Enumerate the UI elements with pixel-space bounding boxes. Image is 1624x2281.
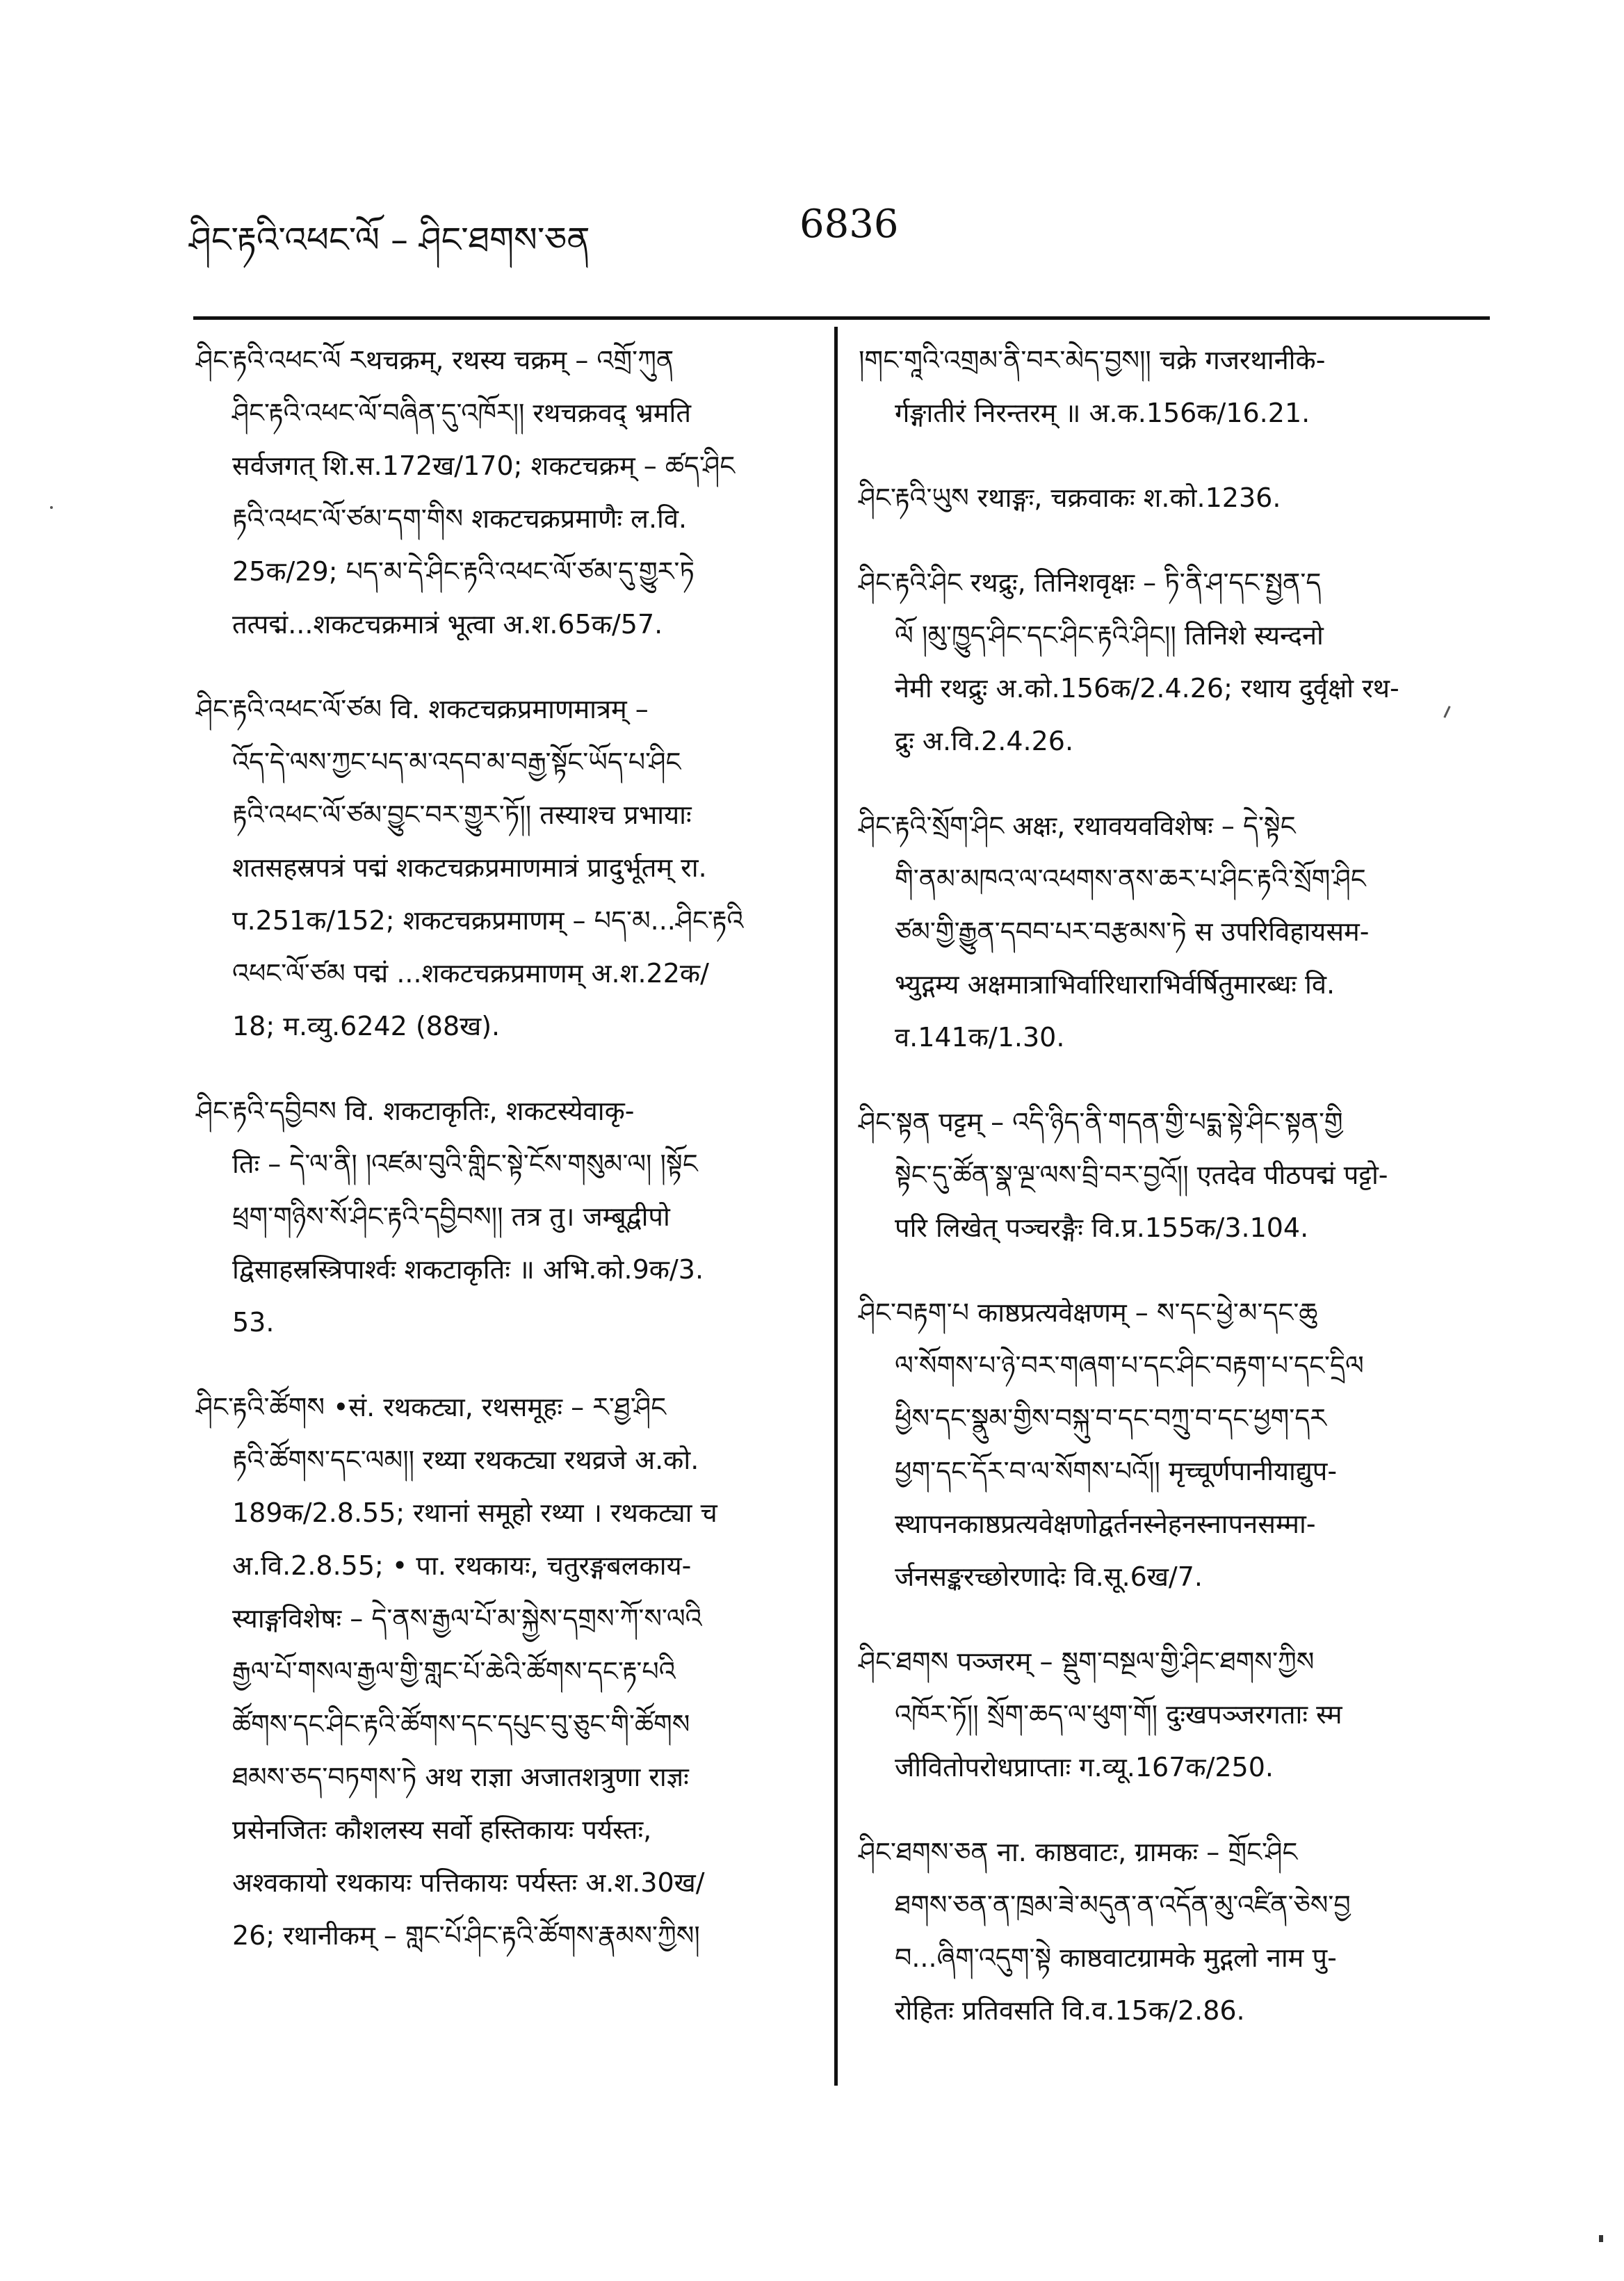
entry-headline: ཤིང་རྟའི་ཚོགས •सं. रथकट्या, रथसमूहः – ར་ཐྱ་ཤིང <box>196 1392 667 1422</box>
entry-line: སྟེང་དུ་ཚོན་སྣ་ལྔ་ལས་བྲི་བར་བྱའོ།། एतदेव पीठपद्मं पट्टो- <box>895 1160 1388 1190</box>
entry-line: द्विसाहस्रस्त्रिपार्श्वः शकटाकृतिः ॥ अभि.को.9क/3. <box>232 1254 704 1285</box>
entry-line: तिः – དེ་ལ་ནི། །འཛམ་བུའི་གླིང་སྟེ་ངོས་གསུམ་ལ། །སྟོང <box>232 1148 698 1179</box>
entry-line: ཕྱག་དང་དོར་བ་ལ་སོགས་པའོ།། मृच्चूर्णपानीयाद्युप- <box>895 1456 1338 1486</box>
dictionary-entry <box>859 1096 1481 1254</box>
entry-headline: ཤིང་སྟན पट्टम् – འདི་ཉིད་ནི་གདན་གྱི་པདྨ་སྟེ་ཤིང་སྟན་གྱི <box>859 1107 1343 1137</box>
entry-line: ཙམ་གྱི་རྒྱུན་དབབ་པར་བརྩམས་ཏེ स उपरिविहायसम- <box>895 916 1370 947</box>
entry-line: स्थापनकाष्ठप्रत्यवेक्षणोद्वर्तनस्नेहनस्नापनसम्मा- <box>895 1509 1316 1539</box>
entry-line: 26; रथानीकम् – གླང་པོ་ཤིང་རྟའི་ཚོགས་རྣམས་ཀྱིས། <box>232 1920 700 1951</box>
entry-line: सर्वजगत् शि.स.172ख/170; शकटचक्रम् – ཚད་ཤིང <box>232 450 736 481</box>
entry-headline: །གང་གཱའི་འགྲམ་ནི་བར་མེད་བྱས།། चक्रे गजरथानीके- <box>859 345 1326 375</box>
entry-headline: ཤིང་རྟའི་ཡུས रथाङ्गः, चक्रवाकः श.को.1236. <box>859 482 1281 513</box>
entry-line: रोहितः प्रतिवसति वि.व.15क/2.86. <box>895 1995 1245 2026</box>
entry-headline: ཤིང་རྟའི་དབྱིབས वि. शकटाकृतिः, शकटस्येवाकृ- <box>196 1096 635 1126</box>
dictionary-entry <box>859 471 1481 524</box>
entry-line: स्याङ्गविशेषः – དེ་ནས་རྒྱལ་པོ་མ་སྐྱེས་དགྲས་ཀོ་ས་ལའི <box>232 1603 702 1634</box>
entry-line: 53. <box>232 1307 275 1338</box>
entry-line: རྒྱལ་པོ་གསལ་རྒྱལ་གྱི་གླང་པོ་ཆེའི་ཚོགས་དང་རྟ་པའི <box>232 1656 676 1687</box>
dictionary-entry <box>196 1085 808 1349</box>
entry-line: अ.वि.2.8.55; • पा. रथकायः, चतुरङ्गबलकाय- <box>232 1550 692 1581</box>
entry-line: རྟའི་འཕང་ལོ་ཙམ་བྱུང་བར་གྱུར་ཏོ།། तस्याश्च प्रभायाः <box>232 799 692 830</box>
header-rule <box>193 316 1490 320</box>
entry-line: र्गङ्गातीरं निरन्तरम् ॥ अ.क.156क/16.21. <box>895 398 1310 428</box>
entry-headline: ཤིང་བརྟག་པ काष्ठप्रत्यवेक्षणम् – ས་དང་ཕྱེ་མ་དང་ཆུ <box>859 1297 1318 1328</box>
entry-headline: ཤིང་ཐགས་ཅན ना. काष्ठवाटः, ग्रामकः – གྲོང་ཤིང <box>859 1837 1298 1867</box>
column-divider <box>834 327 838 2086</box>
entry-line: शतसहस्रपत्रं पद्मं शकटचक्रप्रमाणमात्रं प्रादुर्भूतम् रा. <box>232 852 707 883</box>
entry-line: नेमी रथद्रुः अ.को.156क/2.4.26; रथाय दुर्वृक्षो रथ- <box>895 673 1399 704</box>
entry-headline: ཤིང་རྟའི་ཤིང रथद्रुः, तिनिशवृक्षः – ཏི་ནི་ཤ་དང་སྤྱན་ད <box>859 567 1322 598</box>
entry-line: परि लिखेत् पञ्चरङ्गैः वि.प्र.155क/3.104. <box>895 1212 1309 1243</box>
entry-line: 189क/2.8.55; रथानां समूहो रथ्या । रथकट्या च <box>232 1497 717 1528</box>
entry-line: अश्वकायो रथकायः पत्तिकायः पर्यस्तः अ.श.30ख/ <box>232 1867 705 1898</box>
entry-line: བ...ཞིག་འདུག་སྟེ काष्ठवाटग्रामके मुद्गलो नाम पु- <box>895 1942 1337 1973</box>
entry-line: भ्युद्गम्य अक्षमात्राभिर्वारिधाराभिर्वर्षितुमारब्धः वि. <box>895 969 1335 1000</box>
entry-line: र्जनसङ्करच्छोरणादेः वि.सू.6ख/7. <box>895 1561 1203 1592</box>
entry-line: ཐམས་ཅད་བཏགས་ཏེ अथ राज्ञा अजातशत्रुणा राज्ञः <box>232 1762 689 1792</box>
dictionary-entry <box>859 556 1481 768</box>
entry-line: प्रसेनजितः कौशलस्य सर्वो हस्तिकायः पर्यस्तः, <box>232 1815 652 1845</box>
entry-line: ཕྲག་གཉིས་སོ་ཤིང་རྟའི་དབྱིབས།། तत्र तु। जम्बूद्वीपो <box>232 1201 670 1232</box>
entry-line: ཕྱིས་དང་སྣུམ་གྱིས་བསྐུ་བ་དང་བཀྲུ་བ་དང་ཕྱག་དར <box>895 1403 1326 1434</box>
running-head: ཤིང་རྟའི་འཕང་ལོ – ཤིང་ཐགས་ཅན <box>189 220 590 260</box>
scan-speck <box>1599 2235 1603 2242</box>
dictionary-entry <box>859 334 1481 439</box>
entry-line: རྟའི་ཚོགས་དང་ལམ།། रथ्या रथकट्या रथव्रजे अ.को. <box>232 1445 699 1475</box>
entry-line: ཤིང་རྟའི་འཕང་ལོ་བཞིན་དུ་འཁོར།། रथचक्रवद् भ्रमति <box>232 398 692 428</box>
entry-line: व.141क/1.30. <box>895 1022 1065 1053</box>
entry-line: तत्पद्मं...शकटचक्रमात्रं भूत्वा अ.श.65क/57. <box>232 609 663 640</box>
entry-line: 18; म.व्यु.6242 (88ख). <box>232 1011 501 1041</box>
left-column <box>196 334 808 1994</box>
entry-line: प.251क/152; शकटचक्रप्रमाणम् – པད་མ...ཤིང་རྟའི <box>232 905 744 936</box>
entry-line: འཕང་ལོ་ཙམ पद्मं ...शकटचक्रप्रमाणम् अ.श.22क/ <box>232 958 709 989</box>
entry-line: द्रुः अ.वि.2.4.26. <box>895 726 1074 756</box>
dictionary-entry <box>196 683 808 1053</box>
dictionary-entry <box>196 334 808 651</box>
entry-line: འོད་དེ་ལས་ཀྱང་པད་མ་འདབ་མ་བརྒྱ་སྟོང་ཡོད་པ་ཤིང <box>232 747 681 777</box>
entry-headline: ཤིང་རྟའི་སྲོག་ཤིང अक्षः, रथावयवविशेषः – དེ་སྟེང <box>859 811 1296 841</box>
entry-line: ཐགས་ཅན་ན་ཁྲམ་ཟེ་མདུན་ན་འདོན་མུ་འཛིན་ཅེས་བྱ <box>895 1890 1351 1920</box>
entry-line: 25क/29; པད་མ་དེ་ཤིང་རྟའི་འཕང་ལོ་ཙམ་དུ་གྱུར་ཏེ <box>232 556 695 587</box>
entry-line: ཚོགས་དང་ཤིང་རྟའི་ཚོགས་དང་དཔུང་བུ་ཅུང་གི་ཚོགས <box>232 1709 690 1739</box>
entry-line: རྟའི་འཕང་ལོ་ཙམ་དག་གིས शकटचक्रप्रमाणैः ल.वि. <box>232 503 688 534</box>
entry-line: གི་ནམ་མཁའ་ལ་འཕགས་ནས་ཆར་པ་ཤིང་རྟའི་སྲོག་ཤིང <box>895 863 1366 894</box>
right-column <box>859 334 1481 2069</box>
dictionary-entry <box>859 799 1481 1064</box>
entry-headline: ཤིང་རྟའི་འཕང་ལོ་ཙམ वि. शकटचक्रप्रमाणमात्रम् – <box>196 694 649 724</box>
entry-line: འཁོར་ཏོ།། སྲོག་ཆད་ལ་ཕུག་གོ། दुःखपञ्जरगताः स्म <box>895 1699 1342 1730</box>
entry-headline: ཤིང་རྟའི་འཕང་ལོ རथचक्रम्, रथस्य चक्रम् – འགྲོ་ཀུན <box>196 345 674 375</box>
entry-line: ལོ །མུ་ཁྱུད་ཤིང་དང་ཤིང་རྟའི་ཤིང།། तिनिशे स्यन्दनो <box>895 620 1324 651</box>
entry-line: ལ་སོགས་པ་ཉེ་བར་གཞག་པ་དང་ཤིང་བརྟག་པ་དང་དྲིལ <box>895 1350 1364 1381</box>
dictionary-entry <box>859 1826 1481 2037</box>
entry-headline: ཤིང་ཐགས पञ्जरम् – སྡུག་བསྔལ་གྱི་ཤིང་ཐགས་ཀྱིས <box>859 1646 1315 1677</box>
entry-line: जीवितोपरोधप्राप्ताः ग.व्यू.167क/250. <box>895 1752 1274 1783</box>
dictionary-entry <box>196 1381 808 1962</box>
dictionary-entry <box>859 1635 1481 1794</box>
page-number: 6836 <box>799 202 899 247</box>
dictionary-entry <box>859 1286 1481 1603</box>
scan-speck <box>50 506 53 509</box>
